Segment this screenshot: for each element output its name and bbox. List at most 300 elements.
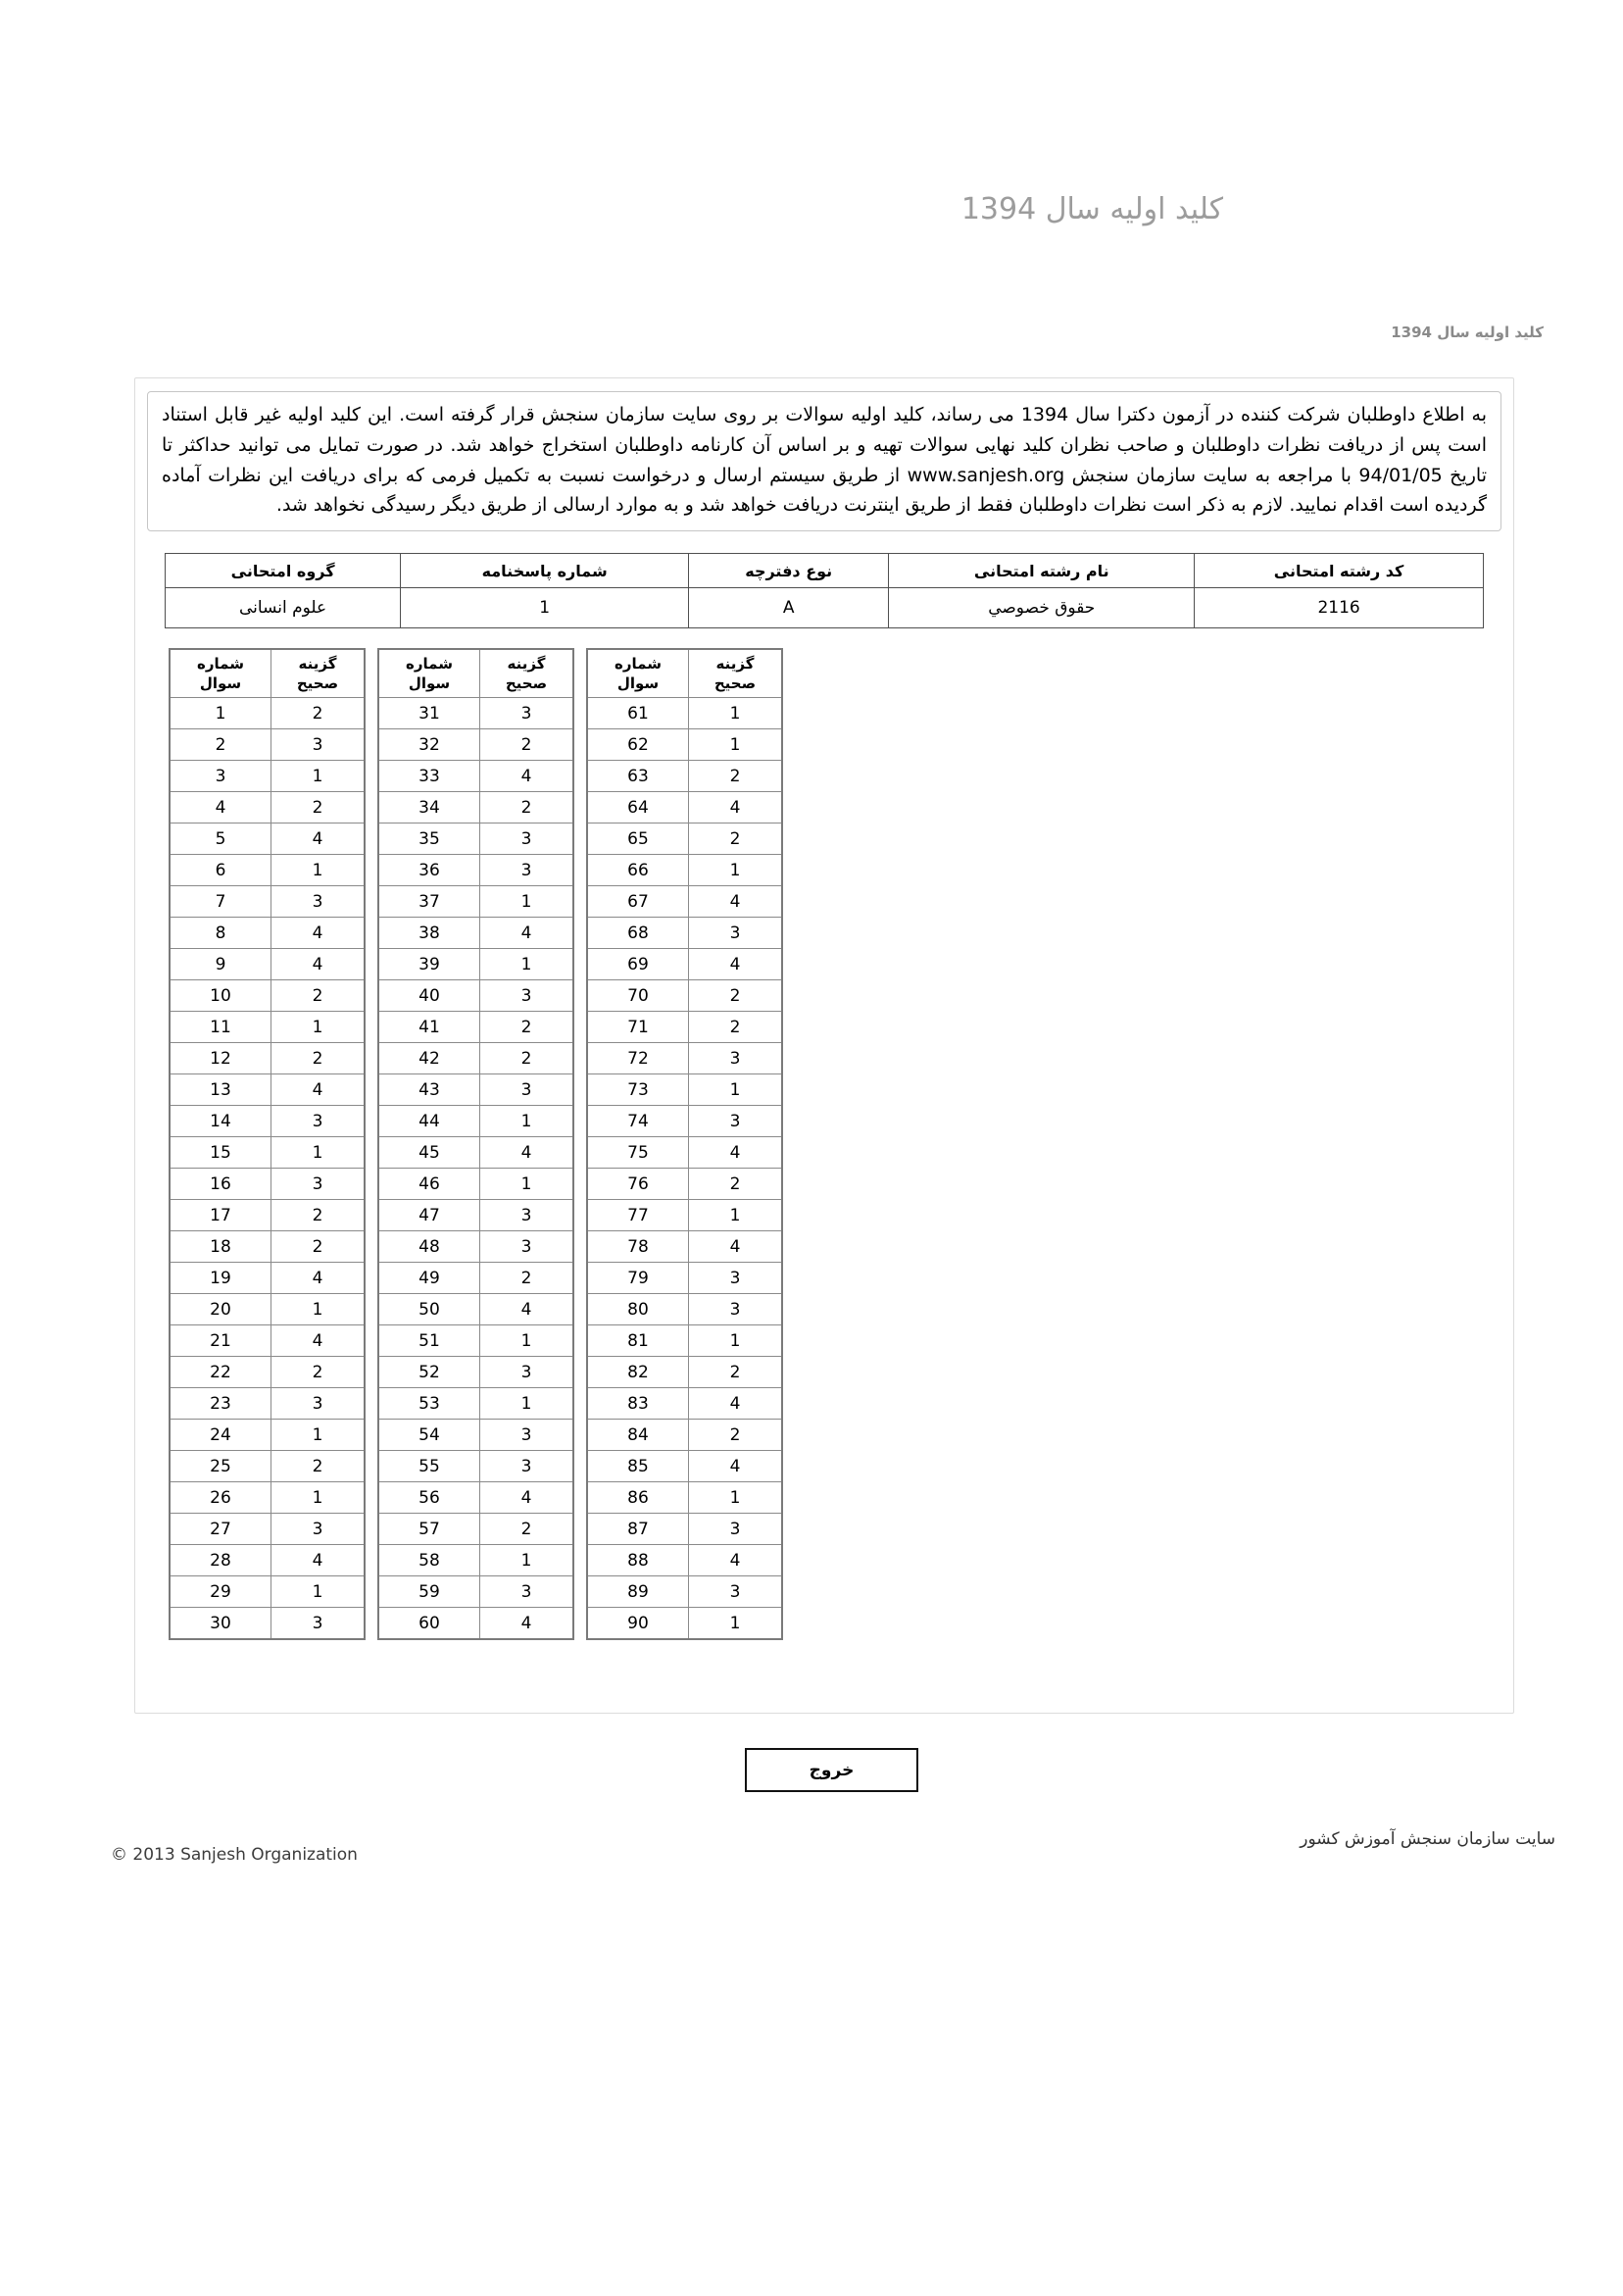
correct-option-cell: 4	[689, 949, 783, 980]
answer-row	[170, 1294, 365, 1325]
answer-row	[587, 1325, 782, 1357]
answer-row	[378, 1608, 573, 1640]
answer-row	[587, 1137, 782, 1169]
correct-option-cell: 3	[689, 918, 783, 949]
answer-row	[170, 1043, 365, 1074]
correct-option-cell: 1	[271, 1137, 366, 1169]
question-number-cell: 46	[378, 1169, 480, 1200]
question-number-cell: 45	[378, 1137, 480, 1169]
info-value-field-name: حقوق خصوصي	[889, 588, 1195, 628]
correct-option-cell: 1	[480, 1545, 574, 1576]
answer-row	[170, 1231, 365, 1263]
correct-option-cell: 2	[480, 1043, 574, 1074]
question-number-cell: 37	[378, 886, 480, 918]
correct-option-cell: 1	[271, 1576, 366, 1608]
answer-row	[378, 1263, 573, 1294]
answer-row	[378, 1482, 573, 1514]
question-number-cell: 64	[587, 792, 689, 824]
answer-row	[378, 1357, 573, 1388]
question-number-cell: 82	[587, 1357, 689, 1388]
correct-option-cell: 4	[480, 1137, 574, 1169]
answer-row	[378, 1388, 573, 1420]
question-number-cell: 15	[170, 1137, 271, 1169]
exit-button[interactable]: خروج	[745, 1748, 918, 1792]
question-number-cell: 8	[170, 918, 271, 949]
question-number-cell: 70	[587, 980, 689, 1012]
answer-header-row	[378, 649, 573, 698]
correct-option-cell: 3	[480, 980, 574, 1012]
question-number-cell: 16	[170, 1169, 271, 1200]
answer-row	[378, 1420, 573, 1451]
answer-row	[587, 1043, 782, 1074]
answer-row	[170, 1514, 365, 1545]
answer-row	[170, 1200, 365, 1231]
correct-option-cell: 3	[689, 1043, 783, 1074]
correct-option-cell: 3	[480, 1420, 574, 1451]
correct-option-cell: 1	[689, 1074, 783, 1106]
answer-row	[378, 761, 573, 792]
question-number-cell: 54	[378, 1420, 480, 1451]
question-number-cell: 26	[170, 1482, 271, 1514]
question-number-cell: 19	[170, 1263, 271, 1294]
info-header-field-name: نام رشته امتحانی	[889, 554, 1195, 588]
answer-row	[587, 1074, 782, 1106]
correct-option-cell: 3	[480, 1200, 574, 1231]
answer-row	[587, 1200, 782, 1231]
correct-option-cell: 4	[689, 1545, 783, 1576]
correct-option-cell: 3	[480, 1451, 574, 1482]
correct-option-cell: 1	[271, 1012, 366, 1043]
correct-option-cell: 2	[689, 824, 783, 855]
answer-row	[378, 980, 573, 1012]
col-correct-option: گزینه صحیح	[271, 649, 366, 698]
correct-option-cell: 4	[271, 949, 366, 980]
correct-option-cell: 4	[480, 918, 574, 949]
correct-option-cell: 2	[271, 1200, 366, 1231]
correct-option-cell: 3	[480, 1576, 574, 1608]
question-number-cell: 62	[587, 729, 689, 761]
question-number-cell: 27	[170, 1514, 271, 1545]
correct-option-cell: 3	[480, 1231, 574, 1263]
answer-row	[170, 918, 365, 949]
answer-row	[170, 886, 365, 918]
col-question-number: شماره سوال	[587, 649, 689, 698]
question-number-cell: 35	[378, 824, 480, 855]
question-number-cell: 83	[587, 1388, 689, 1420]
answer-row	[378, 1106, 573, 1137]
answer-row	[587, 1169, 782, 1200]
answer-header-row	[587, 649, 782, 698]
correct-option-cell: 2	[271, 698, 366, 729]
answer-row	[587, 1451, 782, 1482]
answer-row	[170, 1576, 365, 1608]
col-correct-option: گزینه صحیح	[689, 649, 783, 698]
correct-option-cell: 4	[271, 1325, 366, 1357]
correct-option-cell: 2	[689, 1420, 783, 1451]
col-correct-option: گزینه صحیح	[480, 649, 574, 698]
correct-option-cell: 2	[480, 1012, 574, 1043]
answer-row	[170, 1420, 365, 1451]
question-number-cell: 52	[378, 1357, 480, 1388]
question-number-cell: 44	[378, 1106, 480, 1137]
answer-row	[587, 729, 782, 761]
correct-option-cell: 3	[480, 698, 574, 729]
question-number-cell: 60	[378, 1608, 480, 1640]
question-number-cell: 72	[587, 1043, 689, 1074]
answer-row	[587, 1012, 782, 1043]
question-number-cell: 28	[170, 1545, 271, 1576]
correct-option-cell: 1	[689, 1200, 783, 1231]
info-value-booklet-type: A	[689, 588, 889, 628]
correct-option-cell: 2	[689, 1357, 783, 1388]
question-number-cell: 5	[170, 824, 271, 855]
question-number-cell: 23	[170, 1388, 271, 1420]
question-number-cell: 25	[170, 1451, 271, 1482]
correct-option-cell: 3	[271, 1169, 366, 1200]
answer-row	[378, 855, 573, 886]
question-number-cell: 48	[378, 1231, 480, 1263]
answer-row	[378, 1169, 573, 1200]
correct-option-cell: 3	[689, 1106, 783, 1137]
correct-option-cell: 2	[480, 792, 574, 824]
correct-option-cell: 3	[271, 1106, 366, 1137]
exam-info-table	[165, 553, 1484, 628]
answer-row	[378, 1514, 573, 1545]
answer-row	[170, 1137, 365, 1169]
question-number-cell: 49	[378, 1263, 480, 1294]
answer-row	[587, 761, 782, 792]
correct-option-cell: 1	[689, 855, 783, 886]
correct-option-cell: 1	[271, 855, 366, 886]
correct-option-cell: 2	[271, 1451, 366, 1482]
correct-option-cell: 1	[480, 1106, 574, 1137]
question-number-cell: 10	[170, 980, 271, 1012]
answer-row	[378, 792, 573, 824]
answer-row	[587, 792, 782, 824]
question-number-cell: 20	[170, 1294, 271, 1325]
answer-row	[587, 1576, 782, 1608]
question-number-cell: 59	[378, 1576, 480, 1608]
answer-row	[170, 1451, 365, 1482]
question-number-cell: 79	[587, 1263, 689, 1294]
question-number-cell: 53	[378, 1388, 480, 1420]
correct-option-cell: 3	[271, 1514, 366, 1545]
correct-option-cell: 4	[480, 1608, 574, 1640]
answer-row	[170, 1608, 365, 1640]
answer-row	[170, 980, 365, 1012]
correct-option-cell: 3	[271, 886, 366, 918]
question-number-cell: 22	[170, 1357, 271, 1388]
answer-row	[170, 1106, 365, 1137]
answer-row	[378, 1231, 573, 1263]
correct-option-cell: 1	[480, 949, 574, 980]
answer-row	[587, 1106, 782, 1137]
answer-row	[378, 1545, 573, 1576]
answer-row	[378, 1074, 573, 1106]
question-number-cell: 57	[378, 1514, 480, 1545]
answer-row	[170, 855, 365, 886]
correct-option-cell: 3	[271, 1388, 366, 1420]
answer-row	[378, 1043, 573, 1074]
question-number-cell: 50	[378, 1294, 480, 1325]
correct-option-cell: 1	[480, 1325, 574, 1357]
correct-option-cell: 1	[271, 761, 366, 792]
question-number-cell: 87	[587, 1514, 689, 1545]
question-number-cell: 43	[378, 1074, 480, 1106]
answer-row	[378, 698, 573, 729]
answer-row	[170, 1074, 365, 1106]
correct-option-cell: 3	[480, 1357, 574, 1388]
answer-row	[587, 1231, 782, 1263]
answer-row	[170, 949, 365, 980]
answer-row	[587, 855, 782, 886]
question-number-cell: 1	[170, 698, 271, 729]
answer-table-31-60	[377, 648, 574, 1640]
correct-option-cell: 2	[271, 1043, 366, 1074]
answer-row	[170, 824, 365, 855]
question-number-cell: 76	[587, 1169, 689, 1200]
correct-option-cell: 4	[271, 1074, 366, 1106]
correct-option-cell: 4	[271, 1545, 366, 1576]
correct-option-cell: 2	[271, 1357, 366, 1388]
question-number-cell: 74	[587, 1106, 689, 1137]
answer-row	[587, 1545, 782, 1576]
page-title: کلید اولیه سال 1394	[960, 192, 1223, 226]
answer-row	[170, 761, 365, 792]
copyright-text: © 2013 Sanjesh Organization	[111, 1845, 358, 1865]
question-number-cell: 86	[587, 1482, 689, 1514]
correct-option-cell: 1	[689, 698, 783, 729]
question-number-cell: 38	[378, 918, 480, 949]
correct-option-cell: 2	[689, 761, 783, 792]
answer-row	[587, 1514, 782, 1545]
col-question-number: شماره سوال	[378, 649, 480, 698]
question-number-cell: 41	[378, 1012, 480, 1043]
answer-row	[587, 698, 782, 729]
answer-row	[587, 1608, 782, 1640]
question-number-cell: 30	[170, 1608, 271, 1640]
answer-row	[587, 918, 782, 949]
answer-row	[378, 1137, 573, 1169]
answer-row	[378, 1012, 573, 1043]
correct-option-cell: 4	[689, 886, 783, 918]
answer-row	[378, 918, 573, 949]
correct-option-cell: 2	[480, 1514, 574, 1545]
answer-row	[378, 1451, 573, 1482]
col-question-number: شماره سوال	[170, 649, 271, 698]
info-header-row	[166, 554, 1484, 588]
correct-option-cell: 2	[689, 1169, 783, 1200]
question-number-cell: 14	[170, 1106, 271, 1137]
answer-row	[170, 1545, 365, 1576]
question-number-cell: 3	[170, 761, 271, 792]
question-number-cell: 81	[587, 1325, 689, 1357]
correct-option-cell: 4	[689, 1137, 783, 1169]
correct-option-cell: 2	[271, 792, 366, 824]
info-header-booklet-type: نوع دفترچه	[689, 554, 889, 588]
question-number-cell: 55	[378, 1451, 480, 1482]
question-number-cell: 56	[378, 1482, 480, 1514]
question-number-cell: 17	[170, 1200, 271, 1231]
question-number-cell: 88	[587, 1545, 689, 1576]
notice-text: به اطلاع داوطلبان شرکت کننده در آزمون دکترا سال 1394 می رساند، کلید اولیه سوالات بر روی سایت سازمان سنجش قرار گرفته است. این کلید اولیه غیر قابل استناد است پس از دریافت نظرات داوطلبان و صاحب نظران کلید نهایی سوالات تهیه و بر اساس آن کارنامه داوطلبان استخراج خواهد شد. در صورت تمایل می توانید حداکثر تا تاریخ 94/01/05 با مراجعه به سایت سازمان سنجش www.sanjesh.org از طریق سیستم ارسال و درخواست نسبت به تکمیل فرمی که برای دریافت این نظرات آماده گردیده است اقدام نمایید. لازم به ذکر است نظرات داوطلبان فقط از طریق اینترنت دریافت خواهد شد و به موارد ارسالی از طریق دیگر رسیدگی نخواهد شد.	[147, 391, 1501, 531]
question-number-cell: 4	[170, 792, 271, 824]
question-number-cell: 40	[378, 980, 480, 1012]
correct-option-cell: 4	[480, 761, 574, 792]
answer-table-61-90	[586, 648, 783, 1640]
answer-row	[170, 1169, 365, 1200]
correct-option-cell: 2	[271, 1231, 366, 1263]
question-number-cell: 39	[378, 949, 480, 980]
correct-option-cell: 3	[689, 1576, 783, 1608]
correct-option-cell: 4	[689, 792, 783, 824]
info-header-exam-code: کد رشته امتحانی	[1195, 554, 1484, 588]
answer-row	[587, 980, 782, 1012]
answer-row	[587, 824, 782, 855]
question-number-cell: 61	[587, 698, 689, 729]
answer-row	[378, 1294, 573, 1325]
question-number-cell: 18	[170, 1231, 271, 1263]
question-number-cell: 65	[587, 824, 689, 855]
info-header-exam-group: گروه امتحانی	[166, 554, 401, 588]
question-number-cell: 42	[378, 1043, 480, 1074]
question-number-cell: 71	[587, 1012, 689, 1043]
question-number-cell: 29	[170, 1576, 271, 1608]
answer-row	[587, 949, 782, 980]
answer-row	[378, 824, 573, 855]
question-number-cell: 68	[587, 918, 689, 949]
question-number-cell: 89	[587, 1576, 689, 1608]
question-number-cell: 31	[378, 698, 480, 729]
answer-row	[170, 1357, 365, 1388]
correct-option-cell: 2	[480, 729, 574, 761]
correct-option-cell: 1	[480, 1169, 574, 1200]
answer-row	[378, 729, 573, 761]
correct-option-cell: 1	[689, 1608, 783, 1640]
correct-option-cell: 3	[480, 824, 574, 855]
correct-option-cell: 3	[480, 855, 574, 886]
correct-option-cell: 4	[271, 1263, 366, 1294]
question-number-cell: 6	[170, 855, 271, 886]
question-number-cell: 21	[170, 1325, 271, 1357]
question-number-cell: 78	[587, 1231, 689, 1263]
answer-row	[587, 1420, 782, 1451]
answer-row	[170, 1388, 365, 1420]
answer-row	[378, 886, 573, 918]
answer-row	[587, 1357, 782, 1388]
info-value-exam-group: علوم انسانی	[166, 588, 401, 628]
question-number-cell: 34	[378, 792, 480, 824]
correct-option-cell: 3	[480, 1074, 574, 1106]
answer-row	[587, 886, 782, 918]
question-number-cell: 58	[378, 1545, 480, 1576]
answer-row	[170, 1263, 365, 1294]
correct-option-cell: 4	[689, 1388, 783, 1420]
answer-row	[170, 698, 365, 729]
question-number-cell: 2	[170, 729, 271, 761]
page-subtitle: کلید اولیه سال 1394	[1391, 324, 1544, 341]
question-number-cell: 66	[587, 855, 689, 886]
question-number-cell: 24	[170, 1420, 271, 1451]
answer-row	[378, 1576, 573, 1608]
answer-row	[170, 1012, 365, 1043]
correct-option-cell: 3	[689, 1514, 783, 1545]
correct-option-cell: 1	[480, 886, 574, 918]
answer-row	[378, 1200, 573, 1231]
answer-row	[587, 1263, 782, 1294]
question-number-cell: 73	[587, 1074, 689, 1106]
correct-option-cell: 2	[480, 1263, 574, 1294]
question-number-cell: 67	[587, 886, 689, 918]
answer-header-row	[170, 649, 365, 698]
answer-row	[170, 1325, 365, 1357]
answer-row	[587, 1294, 782, 1325]
question-number-cell: 33	[378, 761, 480, 792]
question-number-cell: 69	[587, 949, 689, 980]
answer-row	[170, 1482, 365, 1514]
question-number-cell: 32	[378, 729, 480, 761]
answer-tables	[169, 648, 1513, 1640]
correct-option-cell: 3	[689, 1263, 783, 1294]
answer-row	[587, 1388, 782, 1420]
question-number-cell: 12	[170, 1043, 271, 1074]
main-panel	[134, 377, 1514, 1714]
answer-row	[587, 1482, 782, 1514]
info-header-sheet-number: شماره پاسخنامه	[401, 554, 689, 588]
question-number-cell: 13	[170, 1074, 271, 1106]
correct-option-cell: 4	[480, 1482, 574, 1514]
correct-option-cell: 2	[689, 1012, 783, 1043]
question-number-cell: 11	[170, 1012, 271, 1043]
info-value-row	[166, 588, 1484, 628]
question-number-cell: 63	[587, 761, 689, 792]
correct-option-cell: 1	[271, 1420, 366, 1451]
correct-option-cell: 1	[689, 729, 783, 761]
correct-option-cell: 4	[689, 1231, 783, 1263]
correct-option-cell: 4	[271, 824, 366, 855]
answer-table-1-30	[169, 648, 366, 1640]
correct-option-cell: 1	[271, 1482, 366, 1514]
correct-option-cell: 1	[271, 1294, 366, 1325]
question-number-cell: 77	[587, 1200, 689, 1231]
correct-option-cell: 1	[689, 1325, 783, 1357]
correct-option-cell: 3	[271, 1608, 366, 1640]
question-number-cell: 9	[170, 949, 271, 980]
answer-row	[378, 1325, 573, 1357]
correct-option-cell: 2	[271, 980, 366, 1012]
correct-option-cell: 4	[689, 1451, 783, 1482]
correct-option-cell: 3	[271, 729, 366, 761]
correct-option-cell: 3	[689, 1294, 783, 1325]
correct-option-cell: 4	[271, 918, 366, 949]
question-number-cell: 80	[587, 1294, 689, 1325]
question-number-cell: 51	[378, 1325, 480, 1357]
site-name-text: سایت سازمان سنجش آموزش کشور	[1300, 1829, 1555, 1849]
question-number-cell: 84	[587, 1420, 689, 1451]
question-number-cell: 75	[587, 1137, 689, 1169]
correct-option-cell: 1	[689, 1482, 783, 1514]
answer-row	[170, 729, 365, 761]
info-value-sheet-number: 1	[401, 588, 689, 628]
answer-row	[378, 949, 573, 980]
question-number-cell: 7	[170, 886, 271, 918]
question-number-cell: 36	[378, 855, 480, 886]
info-value-exam-code: 2116	[1195, 588, 1484, 628]
correct-option-cell: 4	[480, 1294, 574, 1325]
question-number-cell: 85	[587, 1451, 689, 1482]
answer-row	[170, 792, 365, 824]
question-number-cell: 47	[378, 1200, 480, 1231]
